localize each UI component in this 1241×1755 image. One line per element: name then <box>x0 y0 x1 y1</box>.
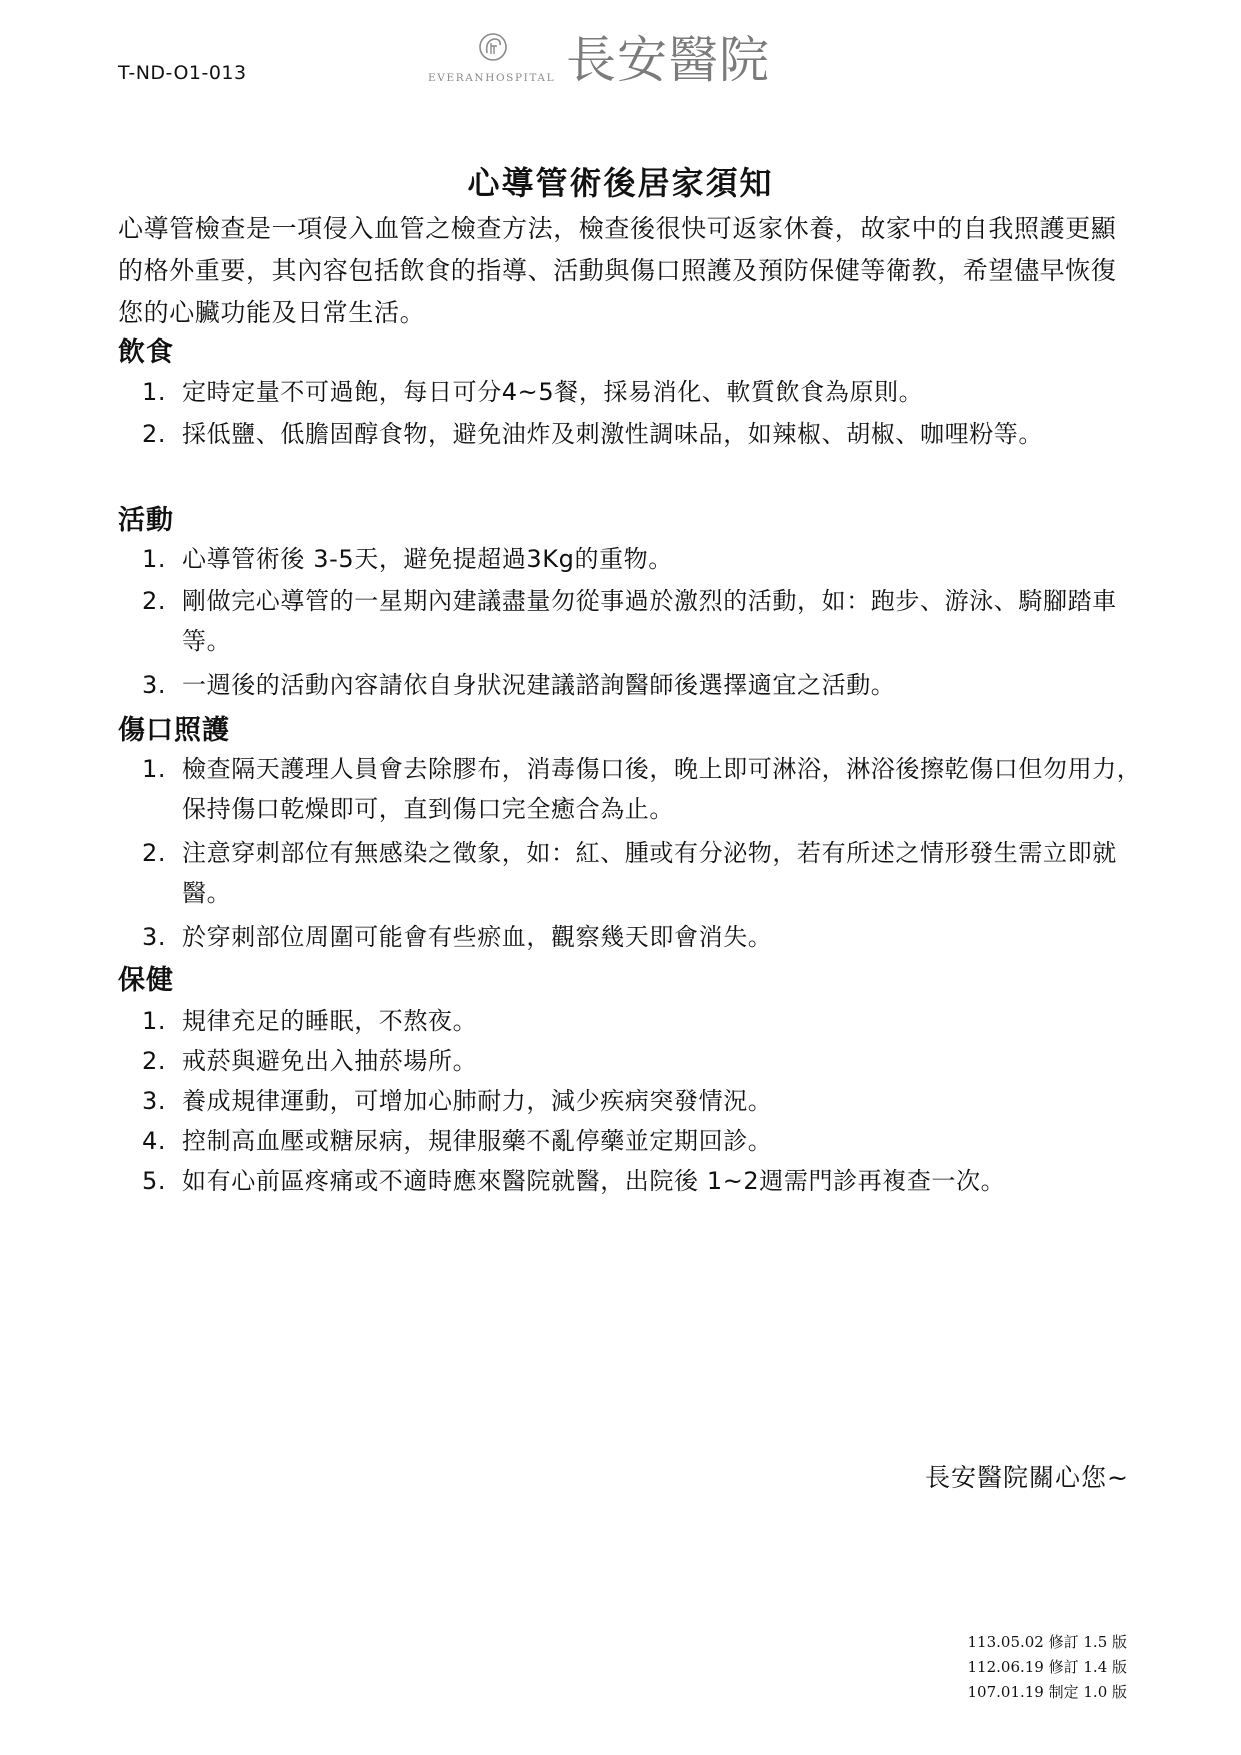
item-number: 1. <box>142 378 167 406</box>
item-number: 2. <box>142 587 167 615</box>
item-text: 戒菸與避免出入抽菸場所。 <box>182 1047 478 1075</box>
item-text: 一週後的活動內容請依自身狀況建議諮詢醫師後選擇適宜之活動。 <box>182 671 896 699</box>
item-number: 5. <box>142 1167 167 1195</box>
item-text: 控制高血壓或糖尿病，規律服藥不亂停藥並定期回診。 <box>182 1127 773 1155</box>
list-item <box>142 372 1142 412</box>
list-item <box>142 917 1142 957</box>
list-item <box>142 539 1142 579</box>
item-text: 如有心前區疼痛或不適時應來醫院就醫，出院後 1~2週需門診再複查一次。 <box>182 1167 1006 1195</box>
item-number: 3. <box>142 1087 167 1115</box>
item-number: 2. <box>142 839 167 867</box>
item-text: 定時定量不可過飽，每日可分4~5餐，採易消化、軟質飲食為原則。 <box>182 378 924 406</box>
section-heading-diet: 飲食 <box>118 337 174 368</box>
list-item <box>142 581 1142 661</box>
hospital-emblem-icon <box>475 30 511 66</box>
list-item <box>142 1081 1142 1121</box>
item-number: 1. <box>142 755 167 783</box>
section-heading-health: 保健 <box>118 965 174 996</box>
item-number: 3. <box>142 671 167 699</box>
item-number: 3. <box>142 923 167 951</box>
item-number: 2. <box>142 420 167 448</box>
item-text: 規律充足的睡眠，不熬夜。 <box>182 1007 478 1035</box>
item-text: 檢查隔天護理人員會去除膠布，消毒傷口後，晚上即可淋浴，淋浴後擦乾傷口但勿用力，保持傷口乾燥即可，直到傷口完全癒合為止。 <box>182 755 1142 823</box>
revision-line: 113.05.02 修訂 1.5 版 <box>967 1633 1127 1651</box>
item-text: 於穿刺部位周圍可能會有些瘀血，觀察幾天即會消失。 <box>182 923 773 951</box>
intro-paragraph: 心導管檢查是一項侵入血管之檢查方法，檢查後很快可返家休養，故家中的自我照護更顯的格外重要，其內容包括飲食的指導、活動與傷口照護及預防保健等衛教，希望儘早恢復您的心臟功能及日常生活。 <box>118 214 1117 327</box>
item-text: 剛做完心導管的一星期內建議盡量勿從事過於激烈的活動，如：跑步、游泳、騎腳踏車等。 <box>182 587 1117 655</box>
revision-line: 112.06.19 修訂 1.4 版 <box>967 1658 1127 1676</box>
list-item <box>142 1001 1142 1041</box>
list-item <box>142 414 1142 454</box>
closing-message: 長安醫院關心您~ <box>925 1463 1129 1492</box>
page-title: 心導管術後居家須知 <box>467 164 774 202</box>
list-item <box>142 749 1142 829</box>
item-number: 1. <box>142 1007 167 1035</box>
list-item <box>142 833 1142 913</box>
hospital-logo <box>428 28 828 94</box>
section-heading-wound-care: 傷口照護 <box>118 715 230 746</box>
revision-line: 107.01.19 制定 1.0 版 <box>967 1683 1127 1701</box>
item-text: 注意穿刺部位有無感染之徵象，如：紅、腫或有分泌物，若有所述之情形發生需立即就醫。 <box>182 839 1117 907</box>
item-text: 採低鹽、低膽固醇食物，避免油炸及刺激性調味品，如辣椒、胡椒、咖哩粉等。 <box>182 420 1043 448</box>
item-number: 2. <box>142 1047 167 1075</box>
document-code: T-ND-O1-013 <box>118 62 247 84</box>
list-item <box>142 1121 1142 1161</box>
list-item <box>142 1161 1142 1201</box>
revision-history <box>968 1630 1128 1705</box>
logo-chinese-name: 長安醫院 <box>566 31 770 89</box>
list-item <box>142 1041 1142 1081</box>
item-number: 1. <box>142 545 167 573</box>
item-text: 心導管術後 3-5天，避免提超過3Kg的重物。 <box>182 545 673 573</box>
logo-english-name: EVERANHOSPITAL <box>428 72 556 84</box>
list-item <box>142 665 1142 705</box>
section-heading-activity: 活動 <box>118 505 174 536</box>
item-text: 養成規律運動，可增加心肺耐力，減少疾病突發情況。 <box>182 1087 773 1115</box>
item-number: 4. <box>142 1127 167 1155</box>
